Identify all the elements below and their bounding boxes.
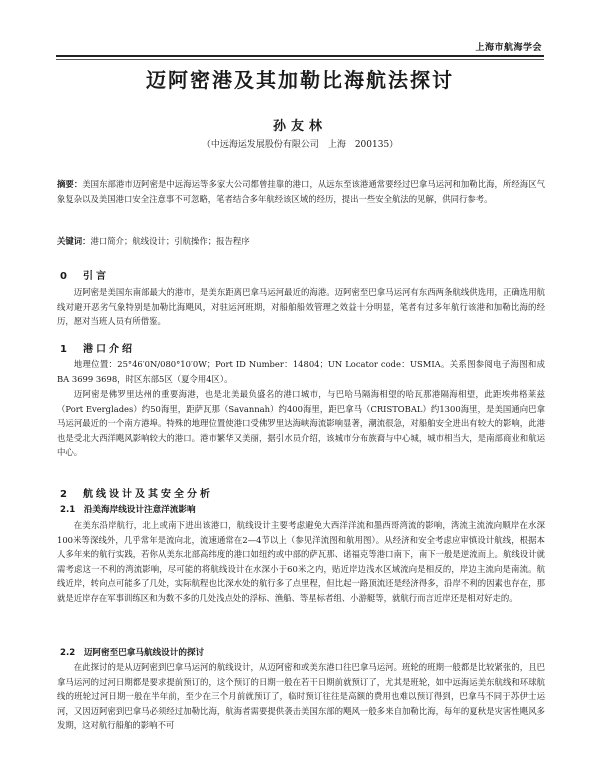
subsection-heading-2-2: 2.2 迈阿密至巴拿马航线设计的探讨: [60, 648, 205, 658]
abstract-label: 摘要：: [57, 179, 83, 189]
abstract: [57, 177, 545, 206]
paragraph-port-location: 地理位置：25°46′0N/080°10′0W；Port ID Number：14804；UN Locator code：USMIA。关系图参阅电子海图和成BA 3699 3698，时区东部5区（夏令用4区）。: [57, 359, 545, 384]
header-rule: [56, 55, 544, 57]
keywords-text: 港口简介；航线设计；引航操作；报告程序: [90, 236, 250, 246]
section-heading-route-design: 2 航线设计及其安全分析: [60, 489, 213, 500]
section-heading-introduction: 0 引言: [60, 271, 109, 282]
subsection-heading-2-1: 2.1 沿美海岸线设计注意洋流影响: [60, 505, 196, 515]
article-title: 迈阿密港及其加勒比海航法探讨: [146, 68, 454, 92]
author-affiliation: （中远海运发展股份有限公司 上海 200135）: [201, 140, 399, 150]
keywords: [57, 234, 545, 249]
abstract-text: 美国东部港市迈阿密是中远海运等多家大公司都曾挂靠的港口，从远东至该港通常要经过巴拿马运河和加勒比海，所经海区气象复杂以及美国港口安全注意事不可忽略，笔者结合多年航经该区域的经历，提出一些安全航法的见解，供同行参考。: [57, 179, 546, 204]
article-author: 孙友林: [272, 119, 327, 134]
paragraph-port-description: 迈阿密是佛罗里达州的重要海港，也是北美最负盛名的港口城市，与巴哈马隔海相望的哈瓦那港隔海相望，此距埃弗格莱兹（Port Everglades）约50海里，距萨瓦那（Savannah）约400海里，距巴拿马（CRISTOBAL）约1300海里，是美国通向巴拿马运河最近的一个南方港埠。特殊的地理位置使港口受佛罗里达海峡海流影响显著，潮流很急，对船舶安全进出有较大的影响，此港也是受北大西洋飓风影响较大的港口。港市繁华又美丽，据引水员介绍，该城市分布族裔与中心城，城市相当大，是南部商业和航运中心。: [57, 389, 545, 458]
paragraph-introduction: 迈阿密是美国东南部最大的港市，是美东距离巴拿马运河最近的海港。迈阿密至巴拿马运河有东西两条航线供选用，正确选用航线对避开恶劣气象特别是加勒比海飓风，对驻运河班期，对船舶船效管理之效益十分明显，笔者有过多年航行该港和加勒比海的经历，愿对当班人员有所借鉴。: [57, 287, 545, 327]
section-heading-port: 1 港口介绍: [60, 344, 135, 355]
keywords-label: 关键词：: [57, 236, 91, 246]
paragraph-miami-panama: 在此探讨的是从迈阿密到巴拿马运河的航线设计，从迈阿密和或美东港口往巴拿马运河。班轮的班期一般都是比较紧张的，且巴拿马运河的过河日期都是要求提前预订的，这个预订的日期一般在若干日期前就预订了，尤其是班轮，如中远海运美东航线和环球航线的班轮过河日期一般在半年前，至少在三个月前就预订了，临时预订往往是高额的费用也难以预订得到，巴拿马不同于苏伊士运河，又因迈阿密到巴拿马必须经过加勒比海，航海者需要提供袭击美国东部的飓风一般多来自加勒比海，每年的夏秋是灾害性飓风多发期，这对航行船舶的影响不可: [57, 662, 545, 731]
paragraph-route-current: 在美东沿岸航行，北上或南下进出该港口，航线设计主要考虑避免大西洋洋流和墨西哥湾流的影响，湾流主流流向顺岸在水深100米等深线外，几乎常年是流向北，流速通常在2—4节以上（参见洋流图和航用图）。从经济和安全考虑应审慎设计航线，根据本人多年来的航行实践，若你从美东北部高纬度的港口如纽约或中部的萨瓦那、诺福克等港口南下，南下一般是逆流而上。航线设计就需考虑这一不利的湾流影响，尽可能的将航线设计在水深小于60米之内，贴近岸边浅水区域流向是相反的，岸边主流向是南流。航线近岸，转向点可能多了几处，实际航程也比深水处的航行多了点里程，但比起一路顶流还是经济得多，沿岸不利的因素也存在，那就是近岸存在军事训练区和为数不多的几处浅点处的浮标、渔船、等星标者组、小游艇等，就航行而言近岸还是相对好走的。: [57, 520, 545, 603]
journal-name: 上海市航海学会: [475, 43, 542, 53]
header-rule-thin: [56, 59, 544, 60]
